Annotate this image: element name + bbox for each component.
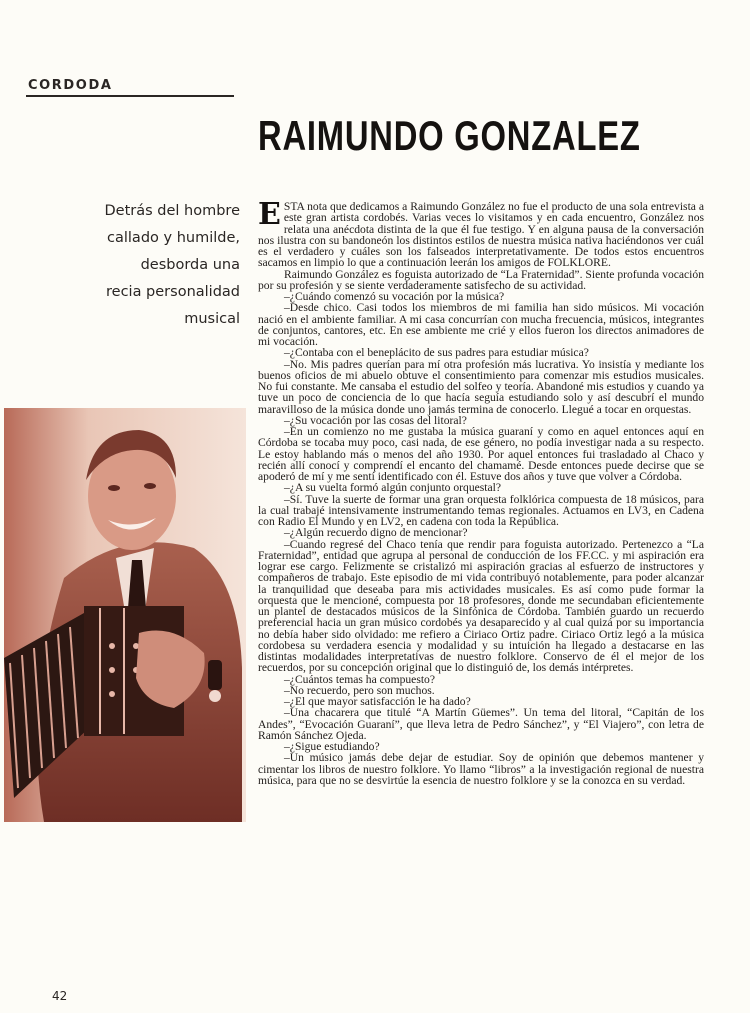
answer: –No. Mis padres querían para mí otra profesión más lucrativa. Yo insistía y mediante los buenos oficios de mi abuelo obtuve el consentimiento para comenzar mis estudios musicales. No fui constante. Me cansaba el estudio del solfeo y teoría. Abandoné mis estudios y cuando ya tuve un poco de conciencia de lo que hacía seguía estudiando solo y así descubrí el mundo maravilloso de la música donde uno jamás termina de conocerlo. Llegué a tocar en orquestas. (258, 357, 704, 416)
subtitle-line: musical (184, 311, 240, 327)
answer: –No recuerdo, pero son muchos. (284, 683, 435, 697)
answer: –Cuando regresé del Chaco tenía que rendir para foguista autorizado. Pertenezco a “La Fraternidad”, entidad que agrupa al personal de conducción de los FF.CC. y mi aspiración era lograr ese cargo. Felizmente se cristalizó mi aspiración gracias al esfuerzo de instructores y compañeros de trabajo. Este episodio de mi vida contribuyó notablemente, para poder alcanzar la tranquilidad que deseaba para mis actividades musicales. Es así como pude formar la orquesta que le mencioné, compuesta por 18 profesores, donde me secundaban eficientemente un plantel de destacados músicos de la Sinfónica de Córdoba. También guardo un recuerdo preferencial hacia un gran músico cordobés ya desaparecido y al cual quizá por su importancia no debía haber sido olvidado: me refiero a Ciriaco Ortiz padre. Ciriaco Ortiz legó a la música cordobesa su verdadera esencia y modalidad y su intuición ha llegado a destacarse en las distintas modalidades interpretativas de nuestro folklore. Conservo de él el mejor de los recuerdos, por su concepción original que lo distinguió de, los demás intérpretes. (258, 537, 704, 675)
answer: –Un músico jamás debe dejar de estudiar. Soy de opinión que debemos mantener y cimentar los libros de nuestro folklore. Yo llamo “libros” a la investigación regional de nuestra música, para que no se desvirtúe la esencia de nuestro folklore y se la conozca en su verdad. (258, 751, 704, 787)
drop-cap: E (258, 197, 281, 232)
subtitle-line: callado y humilde, (107, 230, 240, 246)
portrait-photo (4, 408, 246, 822)
answer: –Sí. Tuve la suerte de formar una gran orquesta folklórica compuesta de 18 músicos, para la cual trabajé intensivamente instrumentando temas regionales. Actuamos en LV3, en Cadena con Radio El Mundo y en LV2, en cadena con toda la República. (258, 492, 704, 528)
page-number: 42 (52, 989, 68, 1003)
answer: –Una chacarera que titulé “A Martín Güemes”. Un tema del litoral, “Capitán de los Andes”, “Evocación Guaraní”, que lleva letra de Pedro Sánchez”, y “El Viajero”, con letra de Ramón Sánchez Ojeda. (258, 706, 704, 742)
section-label: CORDODA (28, 78, 113, 93)
subtitle (60, 198, 240, 333)
question: –¿A su vuelta formó algún conjunto orquestal? (284, 481, 502, 495)
question: –¿El que mayor satisfacción le ha dado? (284, 695, 471, 708)
question: –¿Contaba con el beneplácito de sus padres para estudiar música? (284, 346, 589, 360)
subtitle-line: recia personalidad (106, 284, 240, 300)
answer: –En un comienzo no me gustaba la música guaraní y como en aquel entonces aquí en Córdoba se tocaba muy poco, casi nada, de ese género, no podía investigar nada a su respecto. Le estoy hablando más o menos del año 1930. Por aquel entonces fui trasladado al Chaco y recién allí conocí y comprendí el encanto del chamamé. Desde entonces puede decirse que se apoderó de mí y me sentí identificado con él. Estuve dos años y tuve que volver a Córdoba. (258, 425, 704, 483)
subtitle-line: Detrás del hombre (104, 203, 240, 219)
question: –¿Cuándo comenzó su vocación por la música? (284, 290, 505, 303)
lead-text: STA nota que dedicamos a Raimundo González no fue el producto de una sola entrevista a este gran artista cordobés. Varias veces lo visitamos y en cada encuentro, González nos relata una anécdota distinta de la que él fue testigo. Y en alguna pausa de la conversación nos ilustra con su bandoneón los distintos estilos de nuestra música nativa haciéndonos ver cuál es el verdadero y cuáles son los falseados interpretativamente. De todos estos encuentros sacamos en limpio lo que a continuación leerán los amigos de FOLKLORE. (258, 200, 704, 270)
paragraph: Raimundo González es foguista autorizado de “La Fraternidad”. Siente profunda vocación por su profesión y se siente verdaderamente satisfecho de su actividad. (258, 267, 704, 292)
question: –¿Su vocación por las cosas del litoral? (284, 413, 467, 427)
question: –¿Cuántos temas ha compuesto? (284, 672, 436, 686)
answer: –Desde chico. Casi todos los miembros de mi familia han sido músicos. Mi vocación nació en el ambiente familiar. A mi casa concurrían con mucha frecuencia, músicos, integrantes de conjuntos, cantores, etc. En ese ambiente me crié y ellos fueron los directos animadores de mi vocación. (258, 301, 704, 348)
subtitle-line: desborda una (140, 257, 240, 273)
article-title: RAIMUNDO GONZALEZ (258, 112, 641, 159)
article-body (258, 197, 704, 787)
question: –¿Sigue estudiando? (284, 740, 380, 753)
paragraph (258, 197, 704, 270)
section-rule (26, 95, 234, 97)
bandoneon-player-image (4, 408, 246, 822)
question: –¿Algún recuerdo digno de mencionar? (284, 526, 468, 540)
